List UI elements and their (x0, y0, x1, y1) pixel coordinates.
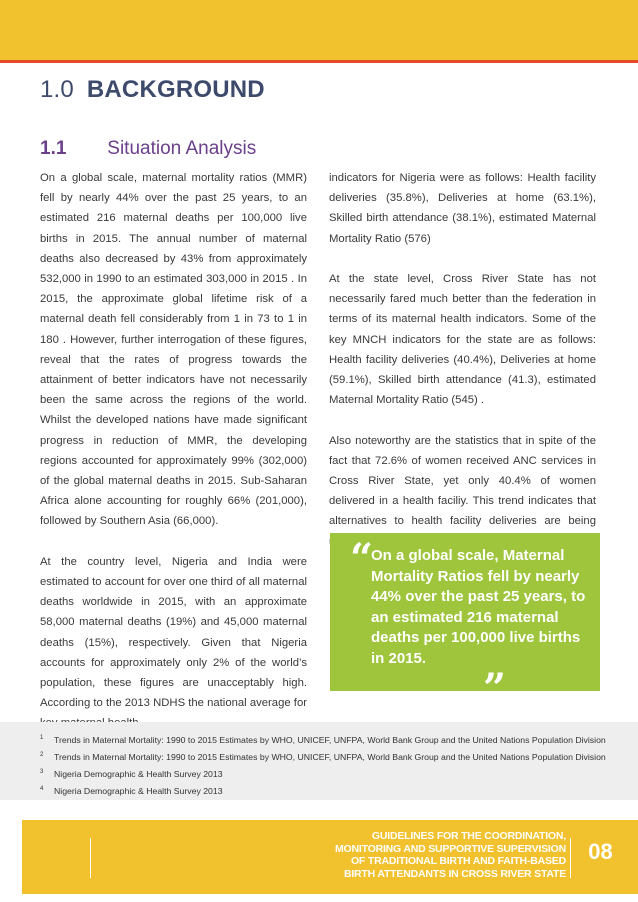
footnote-text: Nigeria Demographic & Health Survey 2013 (54, 786, 223, 796)
body-paragraph: On a global scale, maternal mortality ratios (MMR) fell by nearly 44% over the past 25 years, to an estimated 216 maternal deaths per 100,000 live births in 2015. The annual number of maternal deaths also decreased by 43% from approximately 532,000 in 1990 to an estimated 303,000 in 2015 . In 2015, the approximate global lifetime risk of a maternal death fell considerably from 1 in 73 to 1 in 180 . However, further interrogation of these figures, reveal that the rates of progress towards the attainment of better indicators have not necessarily been the same across the regions of the world. Whilst the developed nations have made significant progress in reduction of MMR, the developing regions accounted for approximately 99% (302,000) of the global maternal deaths in 2015. Sub-Saharan Africa alone accounting for roughly 66% (201,000), followed by Southern Asia (66,000). (40, 172, 307, 528)
page-number: 08 (588, 839, 613, 864)
footnote-text: Trends in Maternal Mortality: 1990 to 2015 Estimates by WHO, UNICEF, UNFPA, World Bank Group and the United Nations Population Division (54, 735, 606, 745)
footer-band (22, 820, 638, 894)
footer-divider (570, 838, 571, 878)
section-number: 1.0 (40, 76, 74, 103)
close-quote-mark: ” (483, 665, 507, 712)
footnote-text: Trends in Maternal Mortality: 1990 to 2015 Estimates by WHO, UNICEF, UNFPA, World Bank Group and the United Nations Population Division (54, 752, 606, 762)
footnote-number: 3 (40, 769, 44, 775)
section-title: BACKGROUND (86, 76, 265, 103)
footer-divider (90, 838, 91, 878)
right-text-column (329, 168, 596, 552)
header-accent-line (0, 60, 638, 63)
open-quote-mark: “ (350, 535, 374, 582)
footnote-text: Nigeria Demographic & Health Survey 2013 (54, 769, 223, 779)
subsection-title: Situation Analysis (107, 138, 257, 159)
pull-quote-text: On a global scale, Maternal Mortality Ratios fell by nearly 44% over the past 25 years, to an estimated 216 maternal deaths per 100,000 live births in 2015. (371, 547, 586, 667)
footnote-number: 2 (40, 752, 44, 758)
page-number-box (578, 823, 623, 876)
subsection-number: 1.1 (40, 138, 67, 159)
body-paragraph: Also noteworthy are the statistics that in spite of the fact that 72.6% of women received ANC services in Cross River State, yet only 40.4% of women delivered in a health faciliy. This trend indicates that alternatives to health facility deliveries are being (329, 434, 596, 528)
pull-quote-box (330, 533, 600, 712)
body-paragraph: indicators for Nigeria were as follows: Health facility deliveries (35.8%), Deliveries at home (63.1%), Skilled birth attendance (38.1%), estimated Maternal Mortality Ratio (576) (329, 172, 596, 245)
section-heading (40, 76, 265, 104)
footer-document-title: GUIDELINES FOR THE COORDINATION, MONITORING AND SUPPORTIVE SUPERVISION OF TRADITIONAL BIRTH AND FAITH-BASED BIRTH ATTENDANTS IN CROSS RIVER STATE (334, 830, 566, 880)
footnote-number: 1 (40, 735, 44, 741)
body-paragraph: At the state level, Cross River State has not necessarily fared much better than the federation in terms of its maternal health indicators. Some of the key MNCH indicators for the state are as follows: Health facility deliveries (40.4%), Deliveries at home (59.1%), Skilled birth attendance (41.3), estimated Maternal Mortality Ratio (545) . (329, 273, 596, 407)
left-text-column (40, 168, 307, 734)
subsection-heading (40, 138, 256, 160)
body-paragraph: At the country level, Nigeria and India were estimated to account for over one third of all maternal deaths worldwide in 2015, with an approximate 58,000 maternal deaths (19%) and 45,000 maternal deaths (15%), respectively. Given that Nigeria accounts for approximately only 2% of the world’s population, these figures are unacceptably high. According to the 2013 NDHS the national average for (40, 555, 307, 710)
footnote-number: 4 (40, 786, 44, 792)
header-color-band (0, 0, 638, 60)
